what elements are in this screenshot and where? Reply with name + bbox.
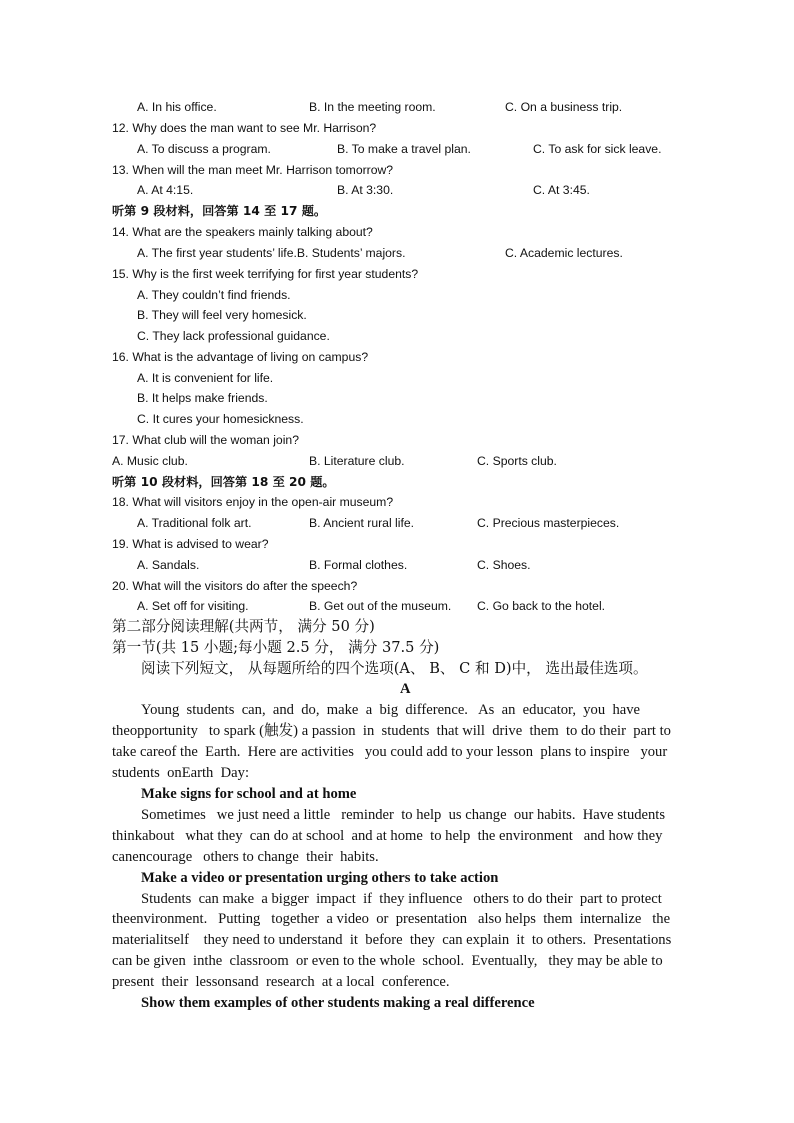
q18-option-a: A. Traditional folk art. [137, 516, 252, 530]
part2-title: 第二部分阅读理解(共两节， 满分 50 分) [112, 618, 375, 635]
q13-question: 13. When will the man meet Mr. Harrison tomorrow? [112, 163, 394, 177]
q17-option-b: B. Literature club. [309, 454, 405, 468]
q11-option-a: A. In his office. [137, 100, 217, 114]
q18-option-b: B. Ancient rural life. [309, 516, 414, 530]
section-10-heading: 听第 10 段材料，回答第 18 至 20 题。 [112, 475, 335, 489]
section-9-heading: 听第 9 段材料，回答第 14 至 17 题。 [112, 204, 327, 218]
q19-option-c: C. Shoes. [477, 558, 531, 572]
q18-option-c: C. Precious masterpieces. [477, 516, 620, 530]
part2-subtitle: 第一节(共 15 小题;每小题 2.5 分， 满分 37.5 分) [112, 639, 440, 656]
q16-option-a: A. It is convenient for life. [137, 371, 274, 385]
q15-option-b: B. They will feel very homesick. [137, 308, 307, 322]
part2-instruction: 阅读下列短文， 从每题所给的四个选项(A、 B、 C 和 D)中， 选出最佳选项。 [141, 660, 648, 677]
q16-option-c: C. It cures your homesickness. [137, 412, 304, 426]
passage-p1-line2: theopportunity to spark (触发) a passion in students that will drive them to do their part to [112, 723, 671, 739]
passage-heading-signs: Make signs for school and at home [141, 786, 357, 802]
q12-question: 12. Why does the man want to see Mr. Harrison? [112, 121, 377, 135]
passage-p3-line5: present their lessonsand research at a local conference. [112, 974, 450, 990]
q14-option-ab: A. The first year students’ life.B. Students’ majors. [137, 246, 406, 260]
q15-option-c: C. They lack professional guidance. [137, 329, 330, 343]
q17-option-a: A. Music club. [112, 454, 188, 468]
q14-option-c: C. Academic lectures. [505, 246, 623, 260]
passage-p3-line3: materialitself they need to understand it before they can explain it to others. Presentations [112, 932, 672, 948]
passage-p3-line2: theenvironment. Putting together a video or presentation also helps them internalize the [112, 911, 671, 927]
q12-option-b: B. To make a travel plan. [337, 142, 471, 156]
q20-question: 20. What will the visitors do after the speech? [112, 579, 358, 593]
q12-option-c: C. To ask for sick leave. [533, 142, 662, 156]
q20-option-a: A. Set off for visiting. [137, 599, 249, 613]
passage-p3-line1: Students can make a bigger impact if they influence others to do their part to protect [141, 891, 662, 907]
passage-heading-examples: Show them examples of other students making a real difference [141, 995, 535, 1011]
q15-option-a: A. They couldn’t find friends. [137, 288, 291, 302]
q18-question: 18. What will visitors enjoy in the open-air museum? [112, 495, 394, 509]
q13-option-a: A. At 4:15. [137, 183, 194, 197]
passage-p3-line4: can be given inthe classroom or even to the whole school. Eventually, they may be able to [112, 953, 663, 969]
passage-p2-line2: thinkabout what they can do at school and at home to help the environment and how they [112, 828, 663, 844]
q13-option-c: C. At 3:45. [533, 183, 590, 197]
q12-option-a: A. To discuss a program. [137, 142, 271, 156]
q20-option-b: B. Get out of the museum. [309, 599, 452, 613]
q17-option-c: C. Sports club. [477, 454, 557, 468]
q16-question: 16. What is the advantage of living on campus? [112, 350, 369, 364]
passage-p2-line3: canencourage others to change their habits. [112, 849, 379, 865]
passage-p2-line1: Sometimes we just need a little reminder to help us change our habits. Have students [141, 807, 666, 823]
q11-option-c: C. On a business trip. [505, 100, 623, 114]
q19-option-a: A. Sandals. [137, 558, 200, 572]
passage-p1-line4: students onEarth Day: [112, 765, 249, 781]
q20-option-c: C. Go back to the hotel. [477, 599, 606, 613]
q19-option-b: B. Formal clothes. [309, 558, 408, 572]
q19-question: 19. What is advised to wear? [112, 537, 269, 551]
q11-option-b: B. In the meeting room. [309, 100, 436, 114]
q13-option-b: B. At 3:30. [337, 183, 394, 197]
passage-p1-line1: Young students can, and do, make a big difference. As an educator, you have [141, 702, 641, 718]
q17-question: 17. What club will the woman join? [112, 433, 299, 447]
passage-letter: A [400, 681, 411, 697]
q15-question: 15. Why is the first week terrifying for first year students? [112, 267, 419, 281]
q16-option-b: B. It helps make friends. [137, 391, 268, 405]
q14-question: 14. What are the speakers mainly talking about? [112, 225, 373, 239]
passage-p1-line3: take careof the Earth. Here are activities you could add to your lesson plans to inspire your [112, 744, 668, 760]
passage-heading-video: Make a video or presentation urging others to take action [141, 870, 499, 886]
